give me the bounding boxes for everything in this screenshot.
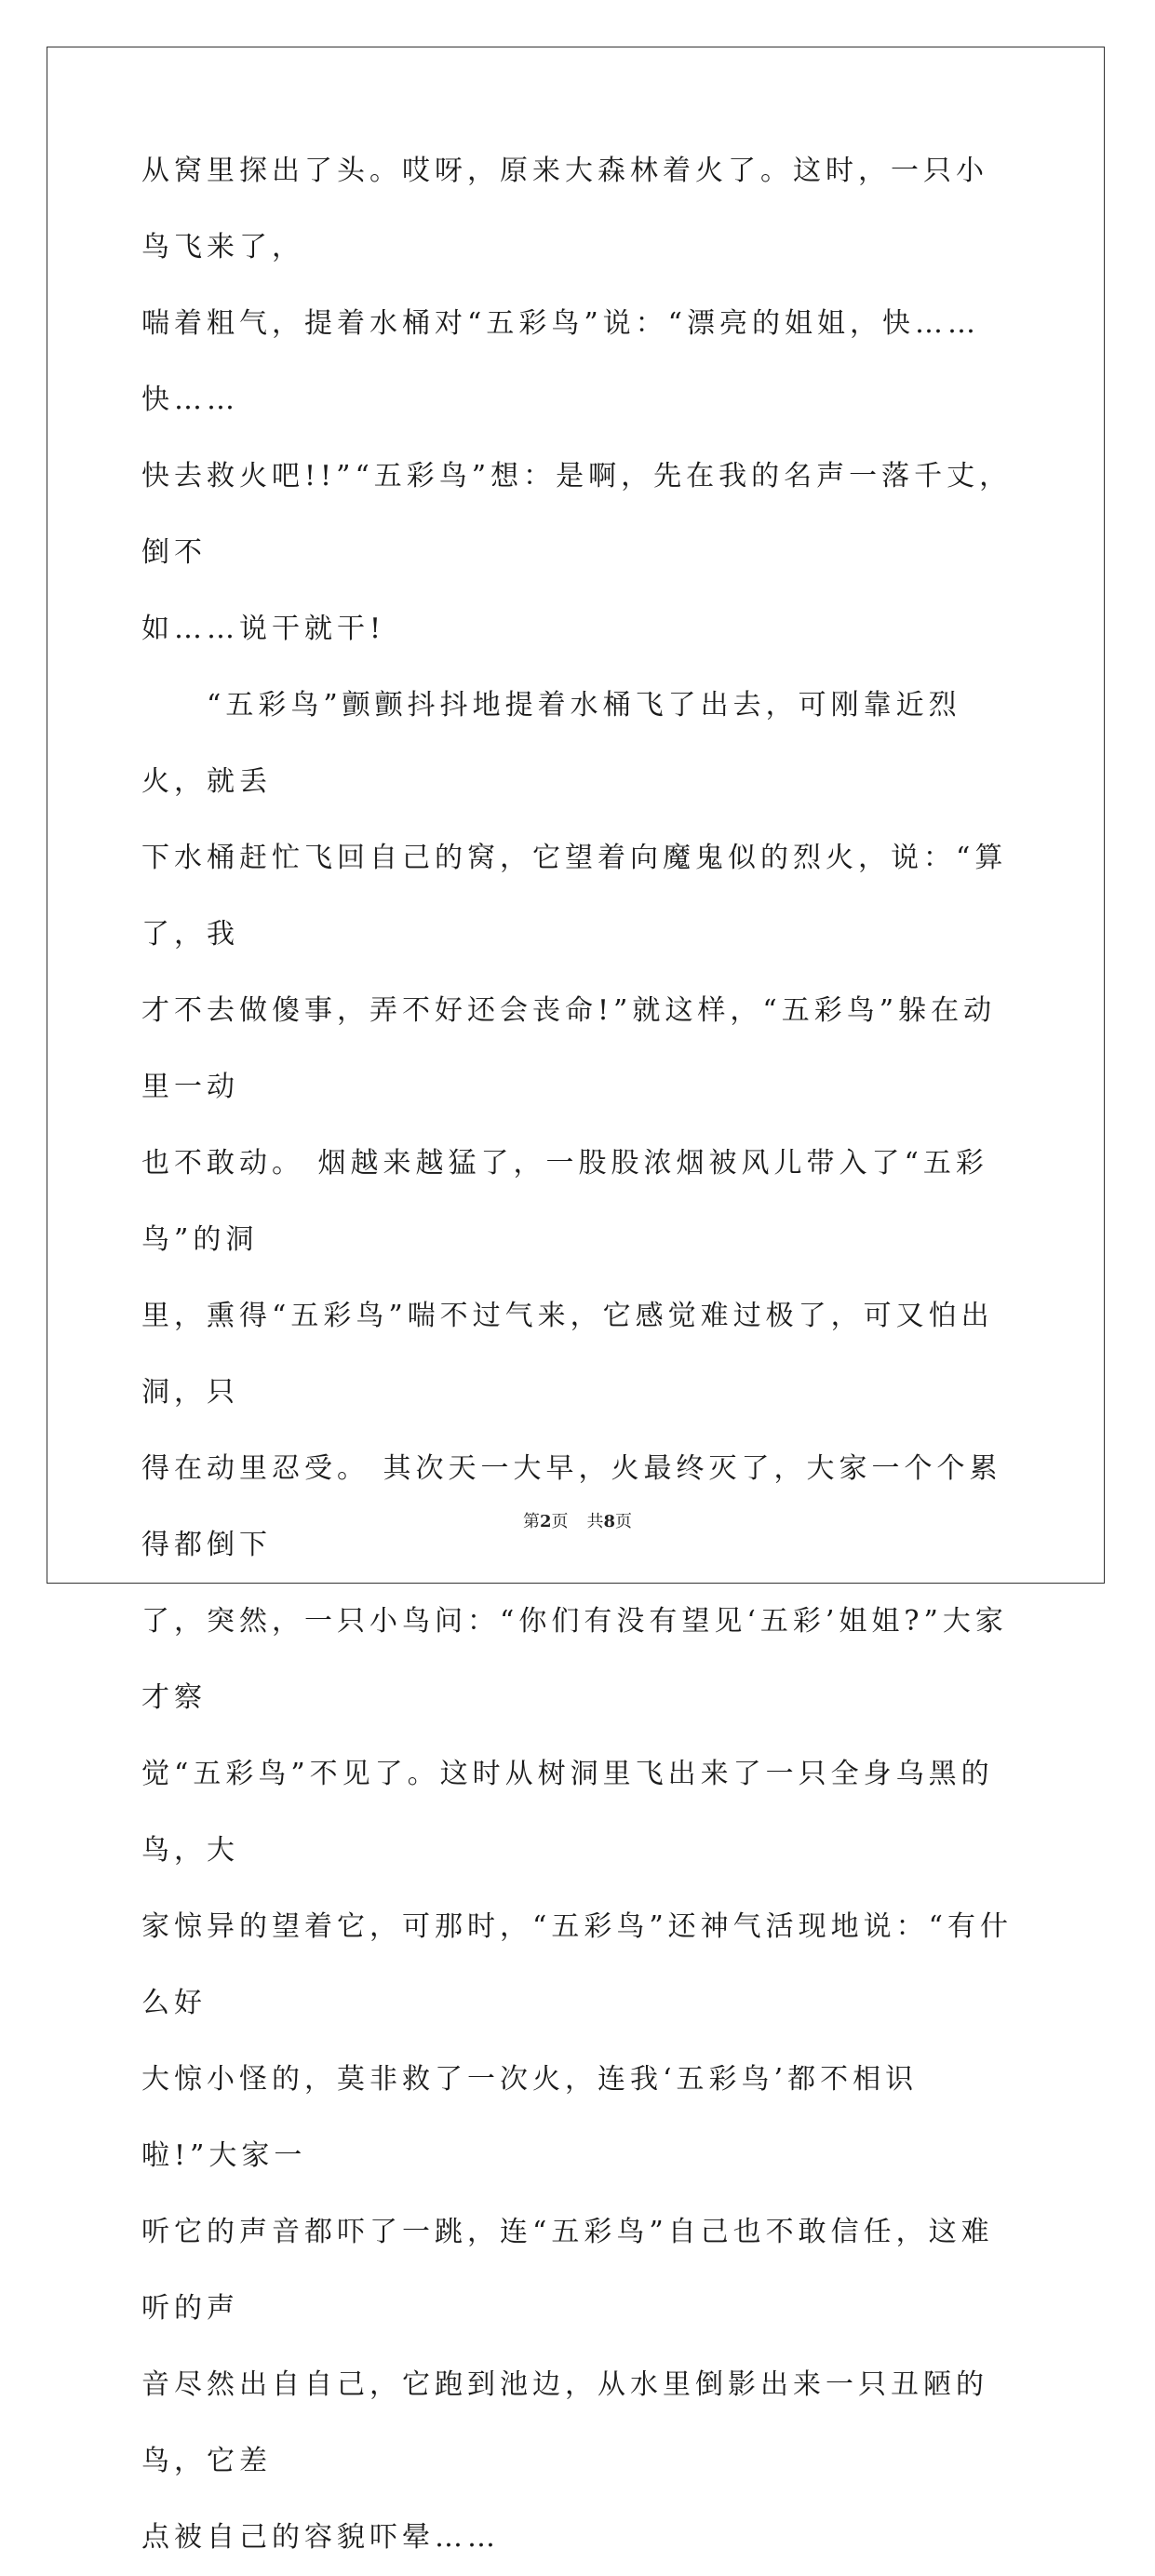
text-line: 才不去做傻事，弄不好还会丧命!”就这样，“五彩鸟”躲在动里一动 (141, 994, 997, 1103)
text-line: 大惊小怪的，莫非救了一次火，连我‘五彩鸟’都不相识啦!”大家一 (141, 2063, 919, 2172)
text-line: 从窝里探出了头。哎呀，原来大森林着火了。这时，一只小鸟飞来了， (141, 155, 988, 263)
text-line: 也不敢动。 烟越来越猛了，一股股浓烟被风儿带入了“五彩鸟”的洞 (141, 1147, 988, 1256)
text-line: 得在动里忍受。 其次天一大早，火最终灭了，大家一个个累得都倒下 (141, 1452, 1002, 1561)
text-line: 如……说干就干! (141, 613, 386, 645)
current-page-number: 2 (539, 1512, 552, 1531)
page-prefix: 第 (522, 1512, 540, 1531)
text-line: 快去救火吧!!”“五彩鸟”想：是啊，先在我的名声一落千丈，倒不 (141, 460, 1013, 569)
text-line: 听它的声音都吓了一跳，连“五彩鸟”自己也不敢信任，这难听的声 (141, 2216, 994, 2325)
total-pages-number: 8 (603, 1512, 616, 1531)
text-line: “五彩鸟”颤颤抖抖地提着水桶飞了出去，可刚靠近烈火，就丢 (141, 689, 961, 798)
text-line: 音尽然出自自己，它跑到池边，从水里倒影出来一只丑陋的鸟，它差 (141, 2368, 988, 2477)
text-line: 点被自己的容貌吓晕…… (141, 2521, 500, 2554)
text-line: 喘着粗气，提着水桶对“五彩鸟”说：“漂亮的姐姐，快……快…… (141, 307, 981, 416)
total-prefix: 共 (586, 1512, 604, 1531)
text-line: 里，熏得“五彩鸟”喘不过气来，它感觉难过极了，可又怕出洞，只 (141, 1300, 994, 1409)
text-line: 下水桶赶忙飞回自己的窝，它望着向魔鬼似的烈火，说：“算了，我 (141, 842, 1008, 951)
total-unit: 页 (615, 1512, 633, 1531)
page-footer (0, 1508, 1155, 1532)
text-line: 家惊异的望着它，可那时，“五彩鸟”还神气活现地说：“有什么好 (141, 1910, 1014, 2019)
text-line: 了，突然，一只小鸟问：“你们有没有望见‘五彩’姐姐?”大家才察 (141, 1605, 1008, 1714)
document-body (141, 133, 1016, 2576)
paragraph-2 (141, 668, 1016, 2576)
page-unit: 页 (551, 1512, 569, 1531)
paragraph-1 (141, 133, 1016, 668)
text-line: 觉“五彩鸟”不见了。这时从树洞里飞出来了一只全身乌黑的鸟，大 (141, 1758, 994, 1867)
